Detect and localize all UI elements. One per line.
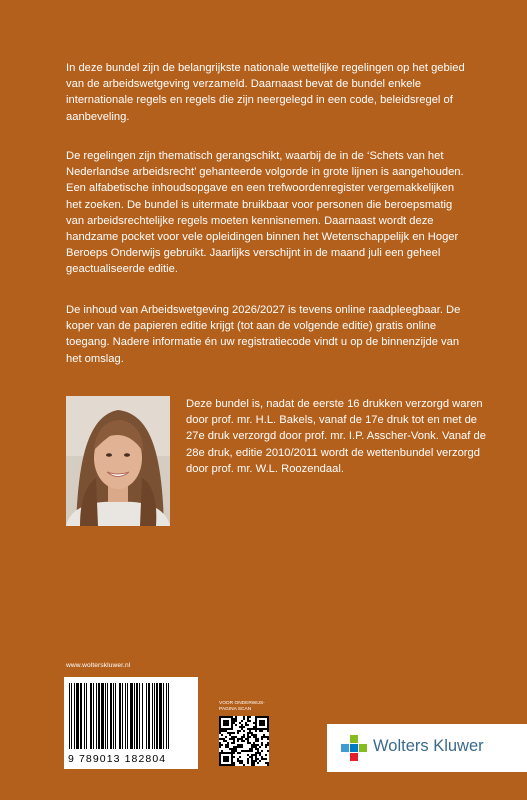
website-url[interactable]: www.wolterskluwer.nl [66,662,131,669]
qr-label [219,701,265,713]
publisher-logo [327,724,527,772]
barcode-bar [169,683,170,749]
author-photo-icon [66,396,170,526]
editors-paragraph: Deze bundel is, nadat de eerste 16 drukken verzorgd waren door prof. mr. H.L. Bakels, vanaf de 17e druk tot en met de 27e druk verzorgd door prof. mr. I.P. Asscher-Vonk. Vanaf de 28e druk, editie 2010/2011 wordt de wettenbundel verzorgd door prof. mr. W.L. Roozendaal. [186,398,486,475]
online-access-paragraph: De inhoud van Arbeidswetgeving 2026/2027 is tevens online raadpleegbaar. De koper van de papieren editie krijgt (tot aan de volgende editie) gratis online toegang. Nadere informatie én uw registratiecode vindt u op de binnenzijde van het omslag. [66,304,461,365]
wolters-kluwer-logo-icon [341,735,367,761]
isbn-number: 9 789013 182804 [68,753,167,765]
intro-paragraph: In deze bundel zijn de belangrijkste nationale wettelijke regelingen op het gebied van de arbeidswetgeving verzameld. Daarnaast bevat de bundel enkele internationale regels en regels die zijn neergelegd in een code, beleidsregel of aanbeveling. [66,62,465,123]
author-portrait [66,396,170,526]
barcode-bars [69,683,193,749]
arrangement-paragraph: De regelingen zijn thematisch gerangschikt, waarbij de in de ‘Schets van het Nederlandse arbeidsrecht’ gehanteerde volgorde in grote lijnen is aangehouden. Een alfabetische inhoudsopgave en een trefwoordenregister vergemakkelijken het zoeken. De bundel is uitermate bruikbaar voor personen die beroepsmatig van arbeidsrechtelijke regels moeten kennisnemen. Daarnaast wordt deze handzame pocket voor vele opleidingen binnen het Wetenschappelijk en Hoger Beroeps Onderwijs gebruikt. Jaarlijks verschijnt in de maand juli een geheel geactualiseerde editie. [66,150,464,276]
isbn-barcode [64,677,198,769]
qr-label-text: VOOR ONDERWIJS-PAGINA SCAN [219,701,265,712]
qr-code[interactable] [219,716,269,766]
qr-code-icon [219,716,269,766]
logo-wordmark: Wolters Kluwer [373,737,484,755]
